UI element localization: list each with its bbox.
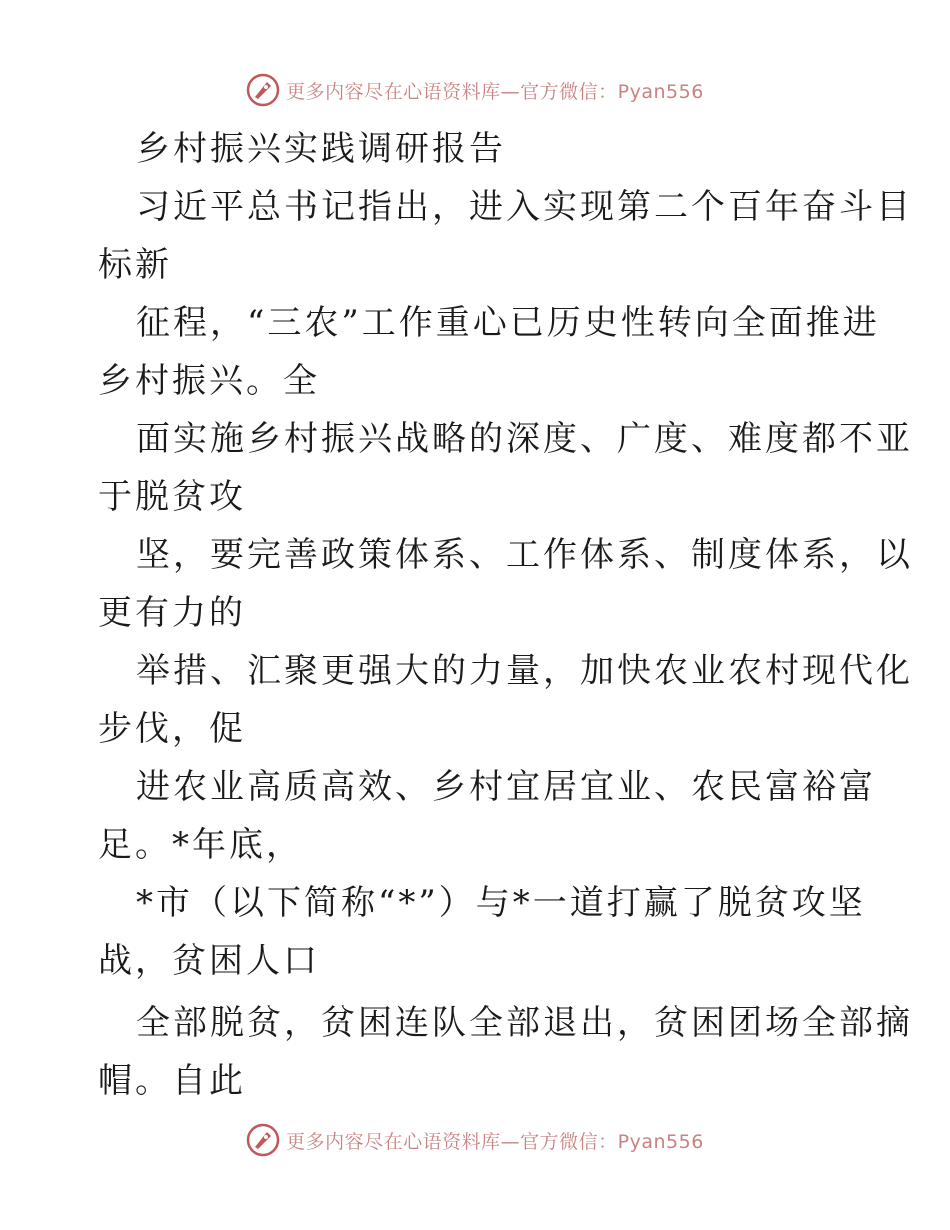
paragraph-line: 足。*年底， xyxy=(98,825,303,865)
header-watermark-banner xyxy=(0,70,950,110)
paragraph-line: 于脱贫攻 xyxy=(98,477,246,517)
paragraph-line: 习近平总书记指出，进入实现第二个百年奋斗目 xyxy=(136,187,913,227)
pen-nib-seal-icon xyxy=(246,1123,280,1157)
paragraph-line: 标新 xyxy=(98,245,172,285)
banner-text: 更多内容尽在心语资料库—官方微信：Pyan556 xyxy=(286,80,704,103)
paragraph-line: 面实施乡村振兴战略的深度、广度、难度都不亚 xyxy=(136,419,913,459)
paragraph-line: 帽。自此 xyxy=(98,1061,246,1101)
paragraph-line: 举措、汇聚更强大的力量，加快农业农村现代化 xyxy=(136,651,913,691)
pen-nib-seal-icon xyxy=(246,73,280,107)
paragraph-line: 坚，要完善政策体系、工作体系、制度体系，以 xyxy=(136,535,913,575)
paragraph-line: 征程，“三农”工作重心已历史性转向全面推进 xyxy=(136,303,880,343)
paragraph-line: *市（以下简称“*”）与*一道打赢了脱贫攻坚 xyxy=(136,883,866,923)
banner-text: 更多内容尽在心语资料库—官方微信：Pyan556 xyxy=(286,1130,704,1153)
paragraph-line: 乡村振兴。全 xyxy=(98,361,320,401)
paragraph-line: 全部脱贫，贫困连队全部退出，贫困团场全部摘 xyxy=(136,1003,913,1043)
footer-watermark-banner xyxy=(0,1120,950,1160)
paragraph-line: 更有力的 xyxy=(98,593,246,633)
document-title: 乡村振兴实践调研报告 xyxy=(136,129,506,169)
paragraph-line: 战，贫困人口 xyxy=(98,941,320,981)
paragraph-line: 步伐，促 xyxy=(98,709,246,749)
paragraph-line: 进农业高质高效、乡村宜居宜业、农民富裕富 xyxy=(136,767,876,807)
